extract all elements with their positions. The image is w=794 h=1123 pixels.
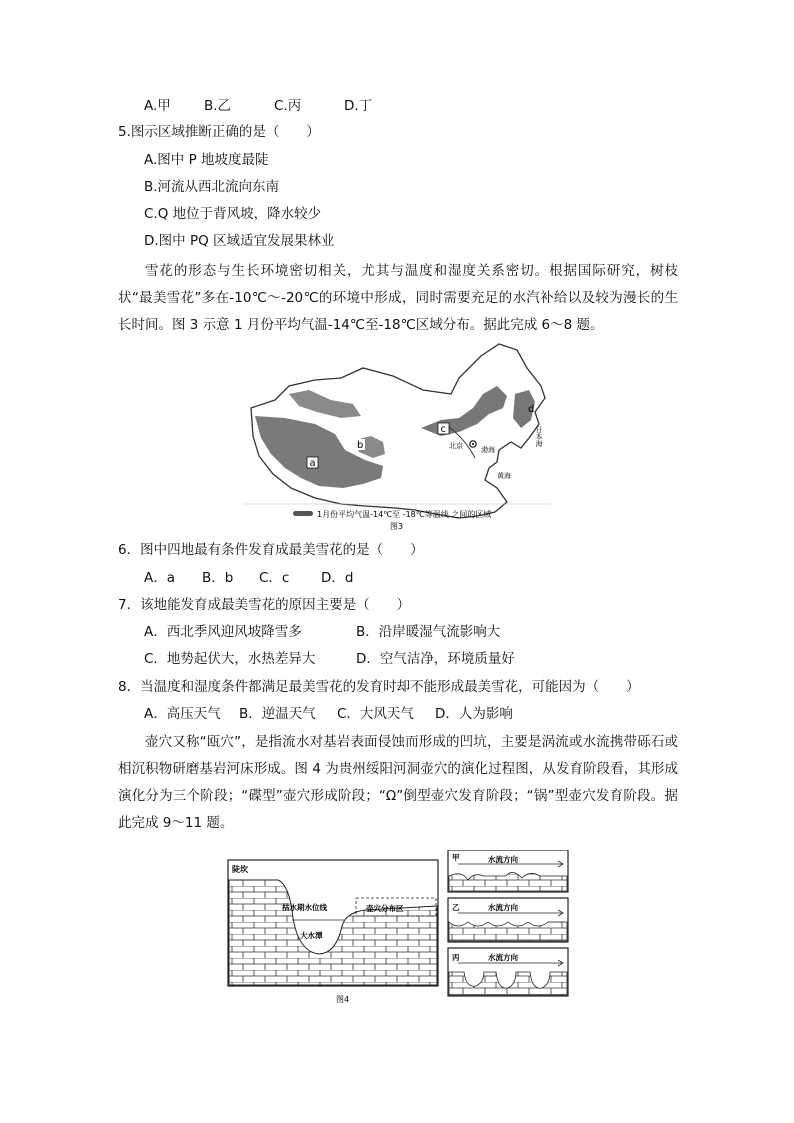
q4-options <box>144 96 372 116</box>
legend-text: 1月份平均气温-14℃至 -18℃等温线 之间的区域 <box>317 510 492 519</box>
legend-swatch <box>293 511 313 516</box>
q7-options-row2 <box>144 649 515 669</box>
q6-option-a: A．a <box>144 570 176 586</box>
q8-option-b: B．逆温天气 <box>239 706 316 722</box>
label-pothole-zone: 壶穴分布区 <box>366 904 404 913</box>
label-water-level: 枯水期水位线 <box>282 903 327 912</box>
label-pool: 大水潭 <box>300 931 323 940</box>
figure-4-potholes <box>226 850 574 1006</box>
figure-3-caption: 图3 <box>390 522 404 531</box>
q8-option-d: D．人为影响 <box>435 706 513 722</box>
q7-option-d: D．空气洁净，环境质量好 <box>356 651 515 667</box>
label-b: b <box>357 440 364 451</box>
label-sea-of-japan: 日本海 <box>535 426 543 447</box>
passage-potholes: 壶穴又称“瓯穴”，是指流水对基岩表面侵蚀而形成的凹坑，主要是涡流或水流携带砾石或相沉积物研磨基岩河床形成。图 4 为贵州绥阳河洞壶穴的演化过程图，从发育阶段看，其形成演化分为三个阶段；“碟型”壶穴形成阶段；“Ω”倒型壶穴发育阶段；“锅”型壶穴发育阶段。据此完成 9～11 题。 <box>118 734 678 831</box>
passage-snowflake: 雪花的形态与生长环境密切相关，尤其与温度和湿度关系密切。根据国际研究，树枝状“最美雪花”多在-10℃～-20℃的环境中形成，同时需要充足的水汽补给以及较为漫长的生长时间。图 3 示意 1 月份平均气温-14℃至-18℃区域分布。据此完成 6～8 题。 <box>118 263 678 333</box>
panel-yi-label: 乙 <box>452 903 460 912</box>
q4-option-b: B.乙 <box>204 98 232 114</box>
label-d: d <box>528 404 535 415</box>
q8-option-a: A．高压天气 <box>144 706 221 722</box>
q8-stem: 8．当温度和湿度条件都满足最美雪花的发育时却不能形成最美雪花，可能因为（ ） <box>118 679 640 695</box>
label-cliff: 陡坎 <box>232 865 248 874</box>
label-c: c <box>440 424 446 435</box>
label-yellow-sea: 黄海 <box>497 472 511 480</box>
panel-yi-flow: 水流方向 <box>488 903 518 912</box>
q8-option-c: C．大风天气 <box>337 706 414 722</box>
q7-option-b: B．沿岸暖湿气流影响大 <box>356 624 501 640</box>
panel-jia-flow: 水流方向 <box>488 855 518 864</box>
q6-option-c: C．c <box>259 570 290 586</box>
q6-option-d: D．d <box>321 570 354 586</box>
q6-option-b: B．b <box>202 570 234 586</box>
q7-option-c: C．地势起伏大，水热差异大 <box>144 651 316 667</box>
figure-4-caption: 图4 <box>336 995 350 1004</box>
label-a: a <box>309 458 316 469</box>
q5-option-d: D.图中 PQ 区域适宜发展果林业 <box>144 233 335 249</box>
q4-option-c: C.丙 <box>274 98 302 114</box>
q4-option-d: D.丁 <box>344 98 373 114</box>
q8-options <box>144 704 513 724</box>
label-bohai: 渤海 <box>481 446 495 454</box>
q5-option-c: C.Q 地位于背风坡，降水较少 <box>144 206 322 222</box>
q7-stem: 7．该地能发育成最美雪花的原因主要是（ ） <box>118 597 411 613</box>
figure-3-map <box>245 338 551 532</box>
panel-bing-flow: 水流方向 <box>488 953 518 962</box>
q5-stem: 5.图示区域推断正确的是（ ） <box>118 124 320 140</box>
q6-options <box>144 568 353 588</box>
label-beijing: 北京 <box>449 442 463 450</box>
q6-stem: 6．图中四地最有条件发育成最美雪花的是（ ） <box>118 542 424 558</box>
panel-bing-label: 丙 <box>452 953 460 962</box>
panel-jia-label: 甲 <box>452 853 460 862</box>
pothole-diagram <box>226 850 574 1006</box>
q5-option-b: B.河流从西北流向东南 <box>144 179 280 195</box>
q7-options-row1 <box>144 622 500 642</box>
q7-option-a: A．西北季风迎风坡降雪多 <box>144 624 302 640</box>
china-map <box>245 338 551 532</box>
q4-option-a: A.甲 <box>144 98 171 114</box>
q5-option-a: A.图中 P 地坡度最陡 <box>144 152 269 168</box>
